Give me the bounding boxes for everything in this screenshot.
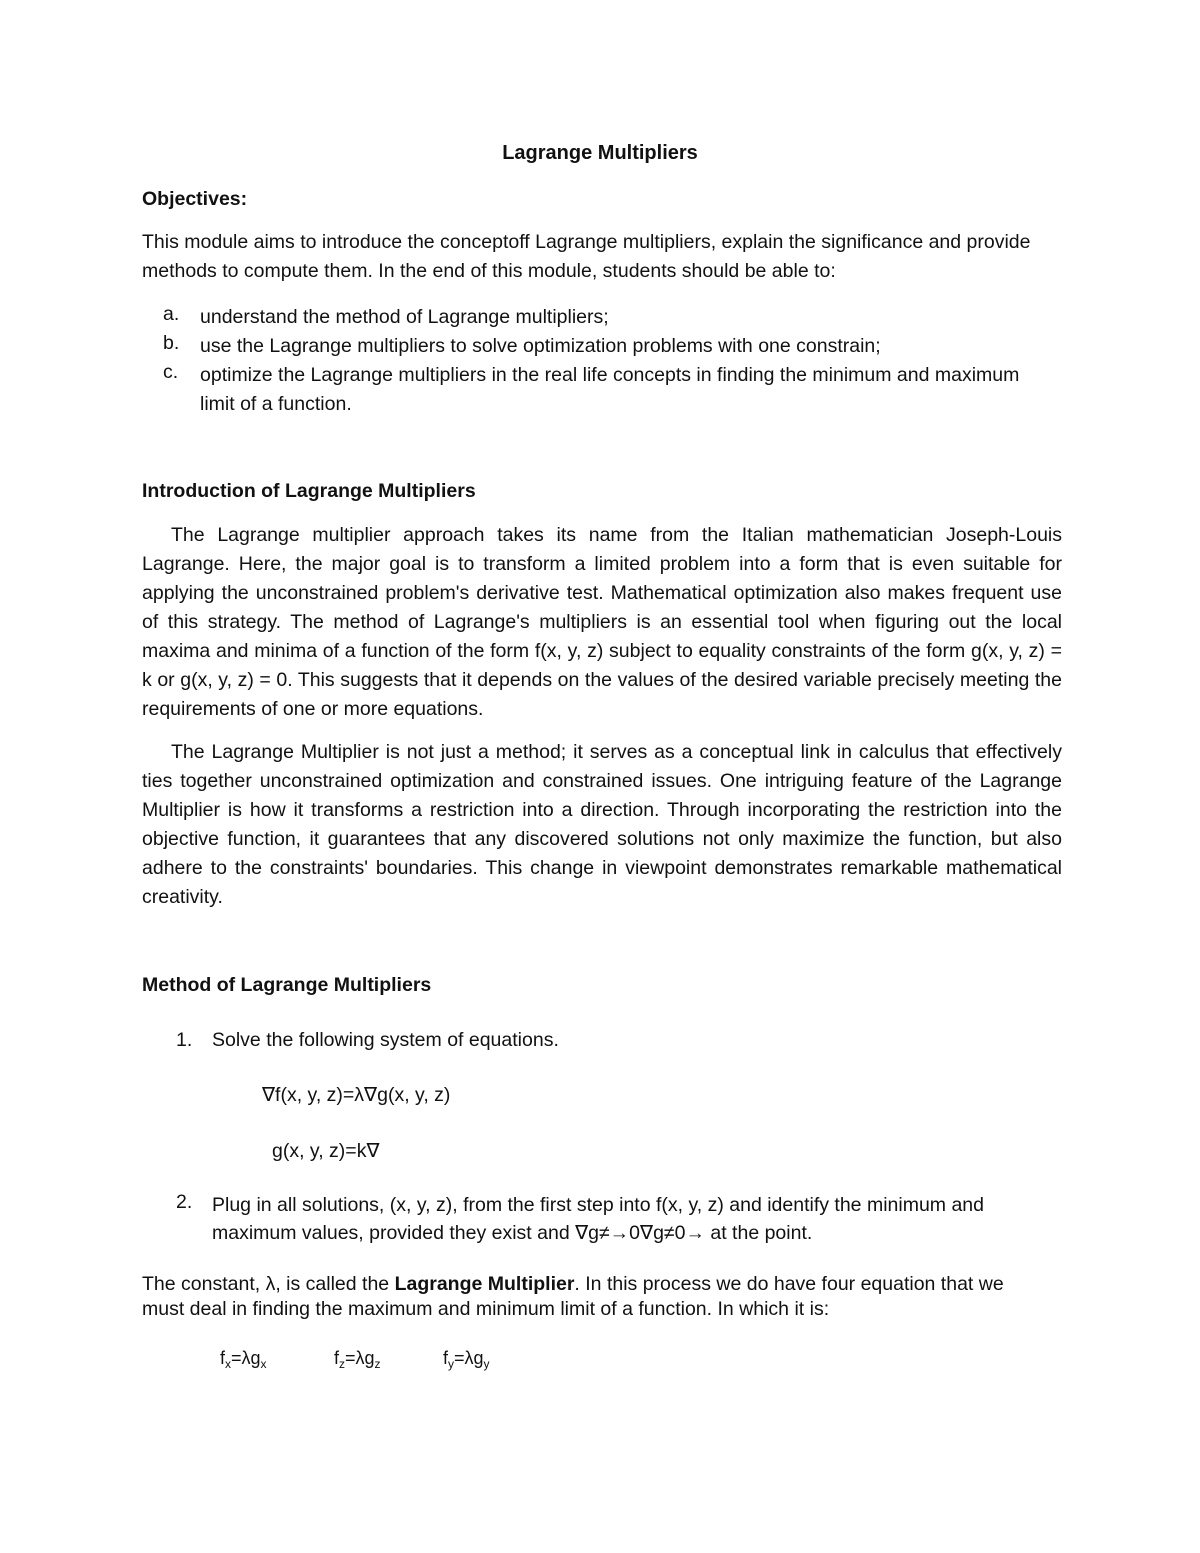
objective-marker-a: a.	[163, 303, 180, 325]
formula-fx-f: f	[220, 1348, 226, 1368]
formula-fx-g-sub: x	[260, 1357, 267, 1371]
constant-paragraph	[142, 1272, 1042, 1322]
introduction-paragraph-1: The Lagrange multiplier approach takes its name from the Italian mathematician Joseph-Louis Lagrange. Here, the major goal is to transform a limited problem into a form that is even suitable for applying the unconstrained problem's derivative test. Mathematical optimization also makes frequent use of this strategy. The method of Lagrange's multipliers is an essential tool when figuring out the local maxima and minima of a function of the form f(x, y, z) subject to equality constraints of the form g(x, y, z) = k or g(x, y, z) = 0. This suggests that it depends on the values of the desired variable precisely meeting the requirements of one or more equations.	[142, 524, 1062, 720]
objective-item-a: understand the method of Lagrange multipliers;	[200, 306, 609, 328]
step-1-marker: 1.	[176, 1029, 193, 1051]
lagrange-multiplier-term: Lagrange Multiplier	[394, 1273, 575, 1295]
introduction-paragraph-2: The Lagrange Multiplier is not just a method; it serves as a conceptual link in calculus that effectively ties together unconstrained optimization and constrained issues. One intriguing feature of the Lagrange Multiplier is how it transforms a restriction into a direction. Through incorporating the restriction into the objective function, it guarantees that any discovered solutions not only maximize the function, but also adhere to the constraints' boundaries. This change in viewpoint demonstrates remarkable mathematical creativity.	[142, 741, 1062, 908]
constant-text-after: . In this process we do have four equation that we must deal in finding the maximum and minimum limit of a function. In which it is:	[142, 1273, 1004, 1320]
formula-fx	[220, 1348, 267, 1371]
document-title: Lagrange Multipliers	[502, 142, 698, 164]
formula-fy-f: f	[443, 1348, 449, 1368]
method-heading: Method of Lagrange Multipliers	[142, 974, 432, 996]
formula-fy	[443, 1348, 490, 1371]
objectives-intro: This module aims to introduce the conceptoff Lagrange multipliers, explain the significance and provide methods to compute them. In the end of this module, students should be able to:	[142, 231, 1031, 282]
formula-fz	[334, 1348, 381, 1371]
formula-fx-f-sub: x	[225, 1357, 232, 1371]
formula-fz-mid: =λg	[345, 1348, 375, 1368]
constant-text-before: The constant, λ, is called the	[142, 1273, 395, 1295]
formula-fx-mid: =λg	[231, 1348, 261, 1368]
step-2-marker: 2.	[176, 1191, 193, 1213]
formula-fy-g-sub: y	[483, 1357, 490, 1371]
objective-marker-b: b.	[163, 332, 180, 354]
objective-item-b: use the Lagrange multipliers to solve optimization problems with one constrain;	[200, 335, 881, 357]
objective-item-c: optimize the Lagrange multipliers in the real life concepts in finding the minimum and maximum limit of a function.	[200, 364, 1020, 415]
formula-fz-f: f	[334, 1348, 340, 1368]
objectives-heading: Objectives:	[142, 188, 248, 210]
step-2-text: Plug in all solutions, (x, y, z), from the first step into f(x, y, z) and identify the minimum and maximum values, provided they exist and ∇g≠→0∇g≠0→ at the point.	[212, 1194, 984, 1244]
step-1-text: Solve the following system of equations.	[212, 1029, 559, 1051]
equation-constraint: g(x, y, z)=k∇	[272, 1140, 380, 1162]
formula-fy-f-sub: y	[448, 1357, 455, 1371]
introduction-heading: Introduction of Lagrange Multipliers	[142, 480, 476, 502]
formula-fy-mid: =λg	[454, 1348, 484, 1368]
objective-marker-c: c.	[163, 361, 179, 383]
formula-fz-g-sub: z	[374, 1357, 381, 1371]
equation-gradient: ∇f(x, y, z)=λ∇g(x, y, z)	[262, 1084, 451, 1106]
formula-fz-f-sub: z	[339, 1357, 346, 1371]
